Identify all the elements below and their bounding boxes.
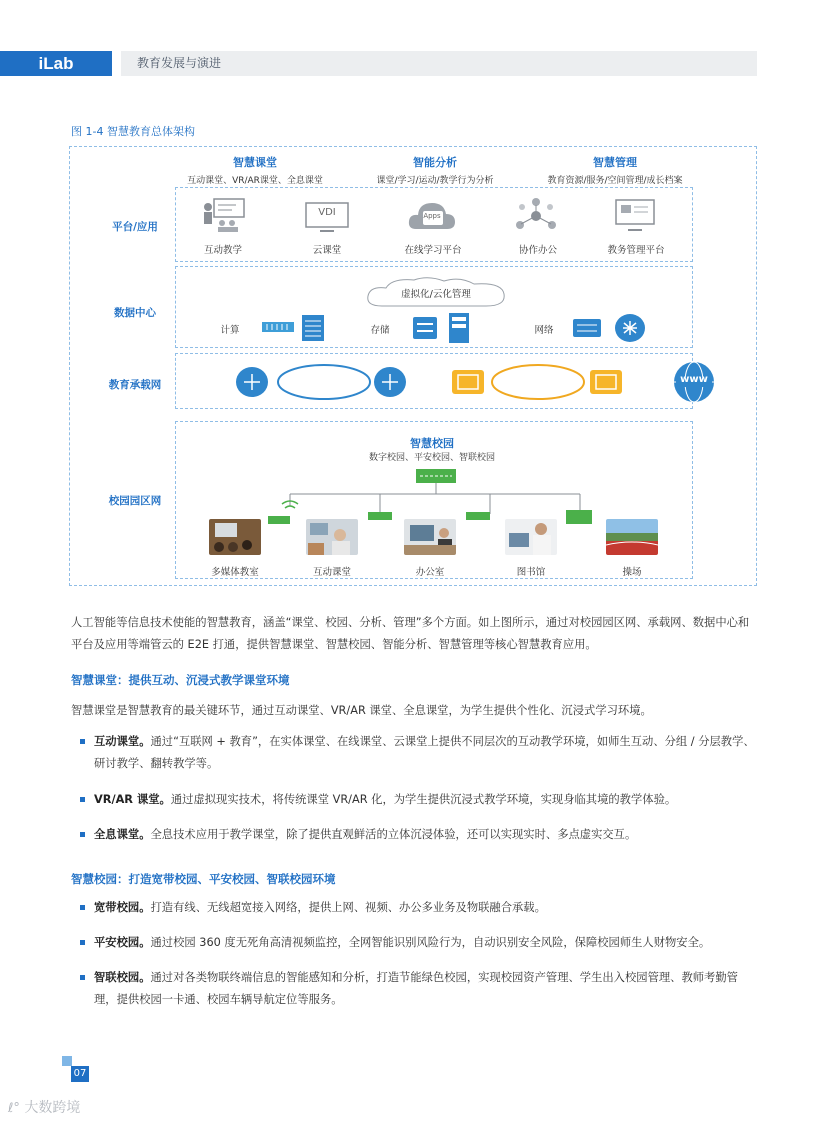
row-label-network: 教育承载网 xyxy=(108,379,162,391)
platform-item-label: 互动教学 xyxy=(203,245,242,256)
category-smart-management-sub: 教育资源/服务/空间管理/成长档案 xyxy=(547,176,683,186)
office-photo xyxy=(404,519,456,555)
network-ring-blue-icon xyxy=(234,362,414,402)
dc-item-label: 计算 xyxy=(220,325,240,336)
playground-photo xyxy=(606,519,658,555)
section-heading-smart-classroom: 智慧课堂：提供互动、沉浸式教学课堂环境 xyxy=(71,673,290,687)
category-smart-classroom-sub: 互动课堂、VR/AR课堂、全息课堂 xyxy=(187,176,323,186)
category-smart-analysis: 智能分析 xyxy=(413,156,457,169)
vdi-label: VDI xyxy=(318,207,336,218)
campus-item-label: 多媒体教室 xyxy=(211,567,259,578)
figure-title: 图 1-4 智慧教育总体架构 xyxy=(71,125,195,138)
platform-item-label: 协作办公 xyxy=(518,245,557,256)
watermark-text: 大数跨境 xyxy=(24,1100,81,1116)
intro-paragraph: 人工智能等信息技术使能的智慧教育，涵盖“课堂、校园、分析、管理”多个方面。如上图所示，通过对校园园区网、承载网、数据中心和平台及应用等端管云的 E2E 打通，提供智慧课堂、智慧校园、智能分析、智慧管理等核心智慧教育应用。 xyxy=(71,616,750,651)
row-label-platform: 平台/应用 xyxy=(112,221,158,233)
platform-item-label: 在线学习平台 xyxy=(404,245,462,256)
storage-icon xyxy=(413,317,437,339)
campus-topology-lines xyxy=(200,464,670,526)
library-photo xyxy=(505,519,557,555)
page-number: 07 xyxy=(71,1066,89,1082)
campus-subtitle: 数字校园、平安校园、智联校园 xyxy=(368,453,495,463)
campus-title: 智慧校园 xyxy=(410,437,454,450)
row-label-datacenter: 数据中心 xyxy=(114,307,156,319)
platform-item-label: 教务管理平台 xyxy=(607,245,665,256)
smart-classroom-lead: 智慧课堂是智慧教育的最关键环节，通过互动课堂、VR/AR 课堂、全息课堂，为学生提供个性化、沉浸式学习环境。 xyxy=(71,704,652,717)
dc-item-label: 网络 xyxy=(534,325,554,336)
multimedia-classroom-photo xyxy=(209,519,261,555)
ilab-logo: iLab xyxy=(0,51,112,76)
virtualization-label: 虚拟化/云化管理 xyxy=(401,289,471,300)
admin-platform-icon xyxy=(614,198,656,234)
campus-item-label: 图书馆 xyxy=(516,567,546,578)
page-marker xyxy=(62,1056,72,1066)
interactive-teaching-icon xyxy=(200,197,246,233)
bullet-connected-campus: 智联校园。通过对各类物联终端信息的智能感知和分析，打造节能绿色校园，实现校园资产管理、学生出入校园管理、教师考勤管理，提供校园一卡通、校园车辆导航定位等服务。 xyxy=(94,967,760,1011)
watermark-logo-icon: ℓ° xyxy=(8,1101,20,1116)
bullet-vr-ar-classroom: VR/AR 课堂。通过虚拟现实技术，将传统课堂 VR/AR 化，为学生提供沉浸式教学环境，实现身临其境的教学体验。 xyxy=(94,789,760,811)
www-label: www xyxy=(680,374,708,385)
row-label-campus: 校园园区网 xyxy=(108,495,162,507)
bullet-holographic-classroom: 全息课堂。全息技术应用于教学课堂，除了提供直观鲜活的立体沉浸体验，还可以实现实时、多点虚实交互。 xyxy=(94,824,760,846)
bullet-safe-campus: 平安校园。通过校园 360 度无死角高清视频监控，全网智能识别风险行为，自动识别安全风险，保障校园师生人财物安全。 xyxy=(94,932,760,954)
campus-item-label: 办公室 xyxy=(415,567,445,578)
network-ring-orange-icon xyxy=(450,362,625,402)
bullet-broadband-campus: 宽带校园。打造有线、无线超宽接入网络，提供上网、视频、办公多业务及物联融合承载。 xyxy=(94,897,760,919)
campus-item-label: 操场 xyxy=(622,567,642,578)
switch-icon xyxy=(573,319,601,337)
campus-item-label: 互动课堂 xyxy=(312,567,351,578)
section-heading-smart-campus: 智慧校园：打造宽带校园、平安校园、智联校园环境 xyxy=(71,872,336,886)
storage-tower-icon xyxy=(449,313,469,343)
section-header: 教育发展与演进 xyxy=(121,51,757,76)
interactive-classroom-photo xyxy=(306,519,358,555)
watermark xyxy=(8,1097,80,1117)
category-smart-analysis-sub: 课堂/学习/运动/教学行为分析 xyxy=(376,176,494,186)
compute-rack-icon xyxy=(262,322,294,332)
apps-label: Apps xyxy=(423,212,441,220)
collaboration-icon xyxy=(514,197,558,235)
bullet-interactive-classroom: 互动课堂。通过“互联网 + 教育”，在实体课堂、在线课堂、云课堂上提供不同层次的互动教学环境，如师生互动、分组 / 分层教学、研讨教学、翻转教学等。 xyxy=(94,731,760,775)
router-icon xyxy=(614,313,646,343)
platform-item-label: 云课堂 xyxy=(312,245,342,256)
category-smart-classroom: 智慧课堂 xyxy=(233,156,277,169)
server-icon xyxy=(302,315,324,341)
dc-item-label: 存储 xyxy=(370,325,390,336)
category-smart-management: 智慧管理 xyxy=(593,156,637,169)
